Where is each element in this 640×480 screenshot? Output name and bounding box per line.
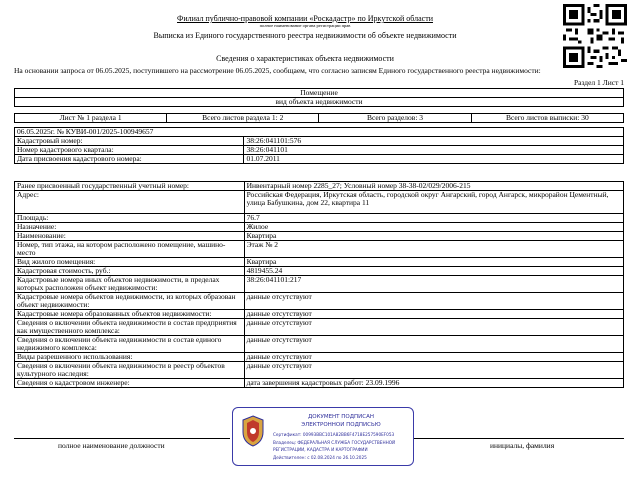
row-label: Вид жилого помещения: <box>15 258 245 267</box>
table-row <box>15 379 624 388</box>
position-line <box>14 438 230 439</box>
object-kind: вид объекта недвижимости <box>15 98 624 107</box>
stamp-owner-1: Владелец: ФЕДЕРАЛЬНАЯ СЛУЖБА ГОСУДАРСТВЕННОЙ <box>273 440 396 445</box>
row-value: Жилое <box>244 223 623 232</box>
section-title: Сведения о характеристиках объекта недвижимости <box>216 54 394 63</box>
coat-of-arms-icon <box>239 414 267 448</box>
row-label: Виды разрешенного использования: <box>15 353 245 362</box>
position-label: полное наименование должности <box>58 441 165 450</box>
stamp-certificate: Сертификат: 00993BBC101A82BB6F4718E257590EF053 <box>273 432 395 437</box>
issuer-subtitle: полное наименование органа регистрации прав <box>259 23 351 28</box>
stamp-validity: Действителен: с 02.08.2024 по 26.10.2025 <box>273 455 367 460</box>
sheet-total-section: Всего листов раздела 1: 2 <box>167 114 319 123</box>
row-value: данные отсутствуют <box>244 353 623 362</box>
row-label: Сведения о включении объекта недвижимости в состав единого недвижимого комплекса: <box>15 336 245 353</box>
row-label: Номер кадастрового квартала: <box>15 146 244 155</box>
row-value: данные отсутствуют <box>244 319 623 336</box>
name-line <box>414 438 624 439</box>
table-row <box>15 276 624 293</box>
table-row <box>15 155 624 164</box>
e-signature-stamp <box>232 407 414 466</box>
total-extract-sheets: Всего листов выписки: 30 <box>471 114 623 123</box>
row-label: Сведения о включении объекта недвижимости в состав предприятия как имущественного комплекса: <box>15 319 245 336</box>
row-value: Квартира <box>244 232 623 241</box>
row-value: данные отсутствуют <box>244 310 623 319</box>
row-value: Квартира <box>244 258 623 267</box>
row-value: данные отсутствуют <box>244 336 623 353</box>
row-label: Кадастровая стоимость, руб.: <box>15 267 245 276</box>
qr-code <box>563 4 627 68</box>
row-label: Сведения о кадастровом инженере: <box>15 379 245 388</box>
row-label: Кадастровые номера иных объектов недвижимости, в пределах которых расположен объект недвижимости: <box>15 276 245 293</box>
table-row <box>15 191 624 214</box>
sheet-number: Лист № 1 раздела 1 <box>15 114 167 123</box>
table-row <box>15 214 624 223</box>
row-label: Дата присвоения кадастрового номера: <box>15 155 244 164</box>
row-label: Кадастровый номер: <box>15 137 244 146</box>
extract-title: Выписка из Единого государственного реестра недвижимости об объекте недвижимости <box>153 31 457 40</box>
row-label: Назначение: <box>15 223 245 232</box>
row-value: 4819455.24 <box>244 267 623 276</box>
row-value: 38:26:041101:576 <box>244 137 624 146</box>
row-label: Наименование: <box>15 232 245 241</box>
row-label: Адрес: <box>15 191 245 214</box>
characteristics-table <box>14 181 624 388</box>
object-type-table <box>14 88 624 107</box>
row-label: Площадь: <box>15 214 245 223</box>
row-value: данные отсутствуют <box>244 362 623 379</box>
request-reference: 06.05.2025г. № КУВИ-001/2025-100949657 <box>15 128 624 137</box>
sheet-info-table <box>14 113 624 123</box>
row-label: Кадастровые номера образованных объектов недвижимости: <box>15 310 245 319</box>
row-value: дата завершения кадастровых работ: 23.09.1996 <box>244 379 623 388</box>
sheet-indicator: Раздел 1 Лист 1 <box>573 78 624 87</box>
table-row <box>15 319 624 336</box>
cadastral-table <box>14 127 624 164</box>
table-row <box>15 241 624 258</box>
row-label: Ранее присвоенный государственный учетный номер: <box>15 182 245 191</box>
table-row <box>15 223 624 232</box>
stamp-title-1: ДОКУМЕНТ ПОДПИСАН <box>307 414 375 420</box>
row-value: Российская Федерация, Иркутская область, городской округ Ангарский, город Ангарск, микрорайон Цементный, улица Бабушкина, дом 22, квартира 11 <box>244 191 623 214</box>
stamp-owner-2: РЕГИСТРАЦИИ, КАДАСТРА И КАРТОГРАФИИ <box>273 447 368 452</box>
row-label: Сведения о включении объекта недвижимости в реестр объектов культурного наследия: <box>15 362 245 379</box>
table-row <box>15 362 624 379</box>
row-value: Этаж № 2 <box>244 241 623 258</box>
issuer-title: Филиал публично-правовой компании «Роскадастр» по Иркутской области <box>177 14 433 23</box>
row-label: Номер, тип этажа, на котором расположено помещение, машино-место <box>15 241 245 258</box>
row-value: 38:26:041101 <box>244 146 624 155</box>
table-row <box>15 293 624 310</box>
table-row <box>15 336 624 353</box>
total-sections: Всего разделов: 3 <box>319 114 471 123</box>
name-label: инициалы, фамилия <box>490 441 555 450</box>
intro-text: На основании запроса от 06.05.2025, поступившего на рассмотрение 06.05.2025, сообщаем, что согласно записям Единого государственного реестра недвижимости: <box>14 66 541 75</box>
row-value: Инвентарный номер 2285_27; Условный номер 38-38-02/029/2006-215 <box>244 182 623 191</box>
row-value: 38:26:041101:217 <box>244 276 623 293</box>
row-label: Кадастровые номера объектов недвижимости, из которых образован объект недвижимости: <box>15 293 245 310</box>
row-value: 01.07.2011 <box>244 155 624 164</box>
object-name: Помещение <box>15 89 624 98</box>
stamp-title-2: ЭЛЕКТРОННОЙ ПОДПИСЬЮ <box>301 422 381 428</box>
row-value: данные отсутствуют <box>244 293 623 310</box>
row-value: 76.7 <box>244 214 623 223</box>
